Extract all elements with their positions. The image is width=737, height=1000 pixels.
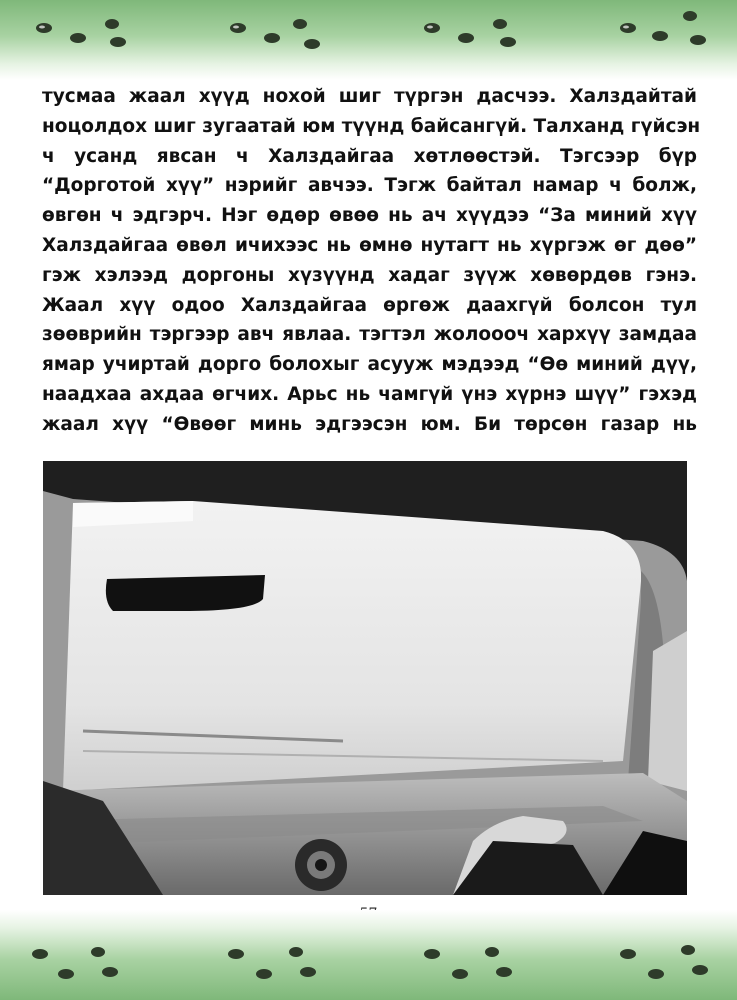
text-line: тусмаа жаал хүүд нохой шиг түргэн дасчээ. Халздайтай — [42, 86, 697, 107]
text-line: жаал хүү “Өвөөг минь эдгээсэн юм. Би төрсөн газар нь — [42, 413, 697, 435]
text-line: гэж хэлээд доргоны хүзүүнд хадаг зүүж хөвөрдөв гэнэ. — [42, 264, 697, 286]
text-line: ч усанд явсан ч Халздайгаа хөтлөөстэй. Тэгсээр бүр — [42, 145, 697, 167]
text-line: наадхаа ахдаа өгчих. Арьс нь чамгүй үнэ хүрнэ шүү” гэхэд — [42, 383, 697, 405]
text-line: өвгөн ч эдгэрч. Нэг өдөр өвөө нь ач хүүдээ “За миний хүү — [42, 205, 697, 227]
bottom-footprints-decoration — [0, 924, 737, 994]
text-line: ямар учиртай дорго болохыг асууж мэдээд “Өө миний дүү, — [42, 354, 697, 376]
top-footprints-decoration — [0, 2, 737, 72]
text-line: “Дорготой хүү” нэрийг авчээ. Тэгж байтал намар ч болж, — [42, 175, 697, 197]
body-text — [42, 82, 701, 440]
text-line: ноцолдох шиг зугаатай юм түүнд байсангүй. Талханд гүйсэн — [42, 115, 701, 137]
car-windshield-photo — [43, 461, 687, 895]
text-line: зөөврийн тэргээр авч явлаа. тэгтэл жолоооч хархүү замдаа — [42, 324, 697, 346]
text-line: Халздайгаа өвөл ичихээс нь өмнө нутагт нь хүргэж өг дөө” — [42, 234, 697, 256]
text-line: Жаал хүү одоо Халздайгаа өргөж даахгүй болсон тул — [42, 294, 697, 316]
